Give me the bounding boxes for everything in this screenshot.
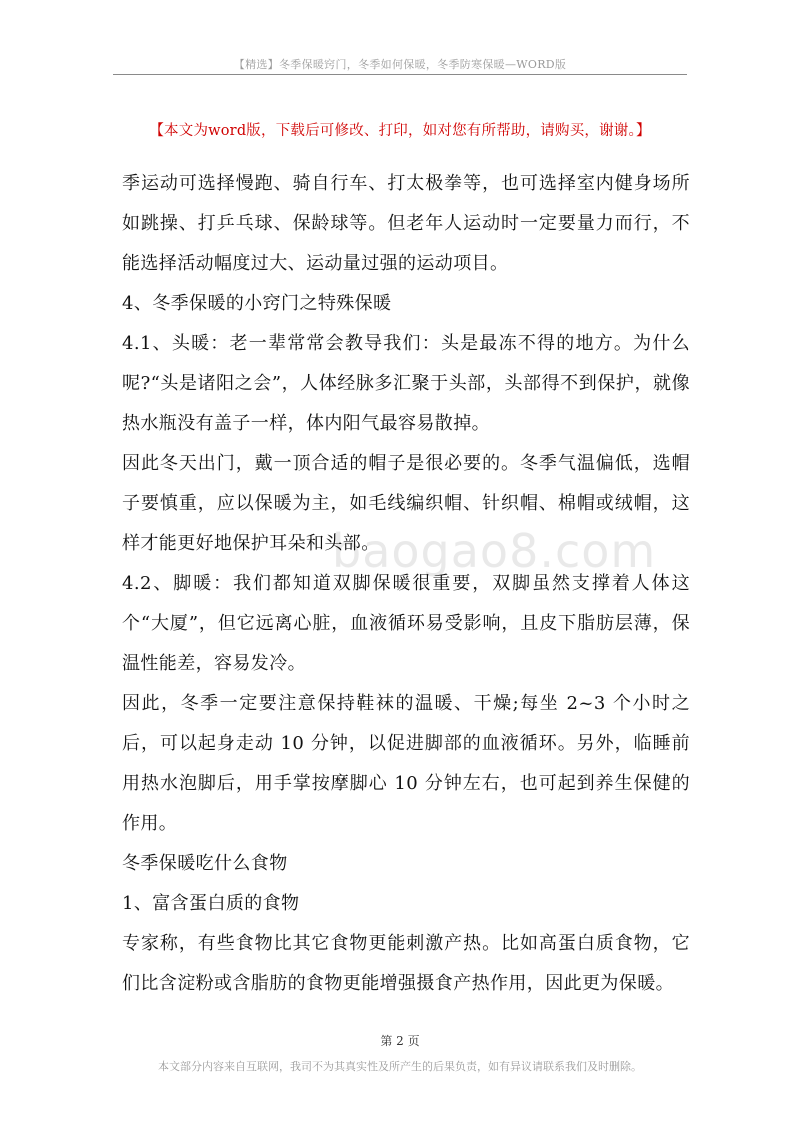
page-number: 第 2 页 [380,1034,420,1048]
header-divider [113,74,687,75]
paragraph-foot-warmth: 4.2、脚暖：我们都知道双脚保暖很重要，双脚虽然支撑着人体这个“大厦”，但它远离心脏，血液循环易受影响，且皮下脂肪层薄，保温性能差，容易发冷。 [122,573,690,674]
paragraph-exercise-continued: 季运动可选择慢跑、骑自行车、打太极拳等，也可选择室内健身场所如跳操、打乒乓球、保龄球等。但老年人运动时一定要量力而行，不能选择活动幅度过大、运动量过强的运动项目。 [122,173,690,274]
page-footer-disclaimer: 本文部分内容来自互联网，我司不为其真实性及所产生的后果负责，如有异议请联系我们及时删除。 [158,1060,642,1073]
section-heading-winter-foods: 冬季保暖吃什么食物 [122,853,288,874]
paragraph-foot-care-advice: 因此，冬季一定要注意保持鞋袜的温暖、干燥;每坐 2~3 个小时之后，可以起身走动 10 分钟，以促进脚部的血液循环。另外，临睡前用热水泡脚后，用手掌按摩脚心 10 分钟左右，也可起到养生保健的作用。 [122,693,690,834]
word-version-notice: 【本文为word版，下载后可修改、打印，如对您有所帮助，请购买，谢谢。】 [149,123,651,139]
section-heading-special-warmth: 4、冬季保暖的小窍门之特殊保暖 [122,293,392,314]
document-body [122,164,690,1004]
paragraph-head-warmth: 4.1、头暖：老一辈常常会教导我们：头是最冻不得的地方。为什么呢?“头是诸阳之会”，人体经脉多汇聚于头部，头部得不到保护，就像热水瓶没有盖子一样，体内阳气最容易散掉。 [122,333,690,434]
subheading-protein-foods: 1、富含蛋白质的食物 [122,893,300,914]
watermark: baogao8.com [332,524,657,578]
paragraph-protein-foods: 专家称，有些食物比其它食物更能刺激产热。比如高蛋白质食物，它们比含淀粉或含脂肪的食物更能增强摄食产热作用，因此更为保暖。 [122,933,690,994]
page-header: 【精选】冬季保暖窍门，冬季如何保暖，冬季防寒保暖—WORD版 [233,58,567,71]
paragraph-hat-advice: 因此冬天出门，戴一顶合适的帽子是很必要的。冬季气温偏低，选帽子要慎重，应以保暖为主，如毛线编织帽、针织帽、棉帽或绒帽，这样才能更好地保护耳朵和头部。 [122,453,690,554]
